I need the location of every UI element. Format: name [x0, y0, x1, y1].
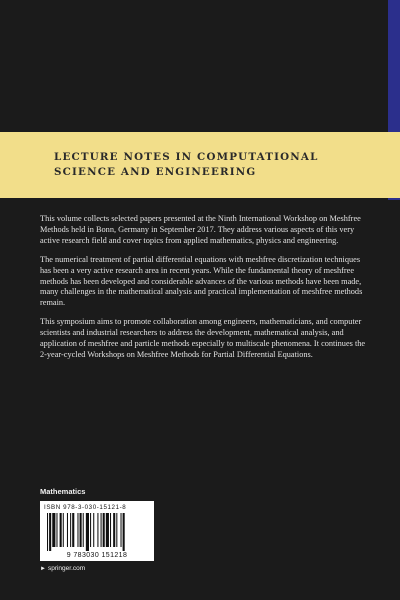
series-band [0, 132, 400, 198]
publisher-website[interactable] [40, 565, 85, 572]
arrow-icon: ► [40, 566, 46, 572]
isbn-label: ISBN 978-3-030-15121-8 [44, 504, 127, 511]
subject-category: Mathematics [40, 487, 86, 496]
series-title: LECTURE NOTES IN COMPUTATIONAL SCIENCE AND ENGINEERING [54, 151, 319, 178]
website-label: springer.com [47, 565, 86, 572]
barcode-number: 9 783030 151218 [66, 552, 128, 559]
blurb-paragraph-3: This symposium aims to promote collaboration among engineers, mathematicians, and computer scientists and industrial researchers to address the development, mathematical analysis, and application of meshfree and particle methods especially to multiscale phenomena. It continues the 2-year-cycled Workshops on Meshfree Methods for Partial Differential Equations. [40, 317, 366, 359]
barcode-box [40, 501, 154, 561]
blurb-paragraph-1: This volume collects selected papers presented at the Ninth International Workshop on Meshfree Methods held in Bonn, Germany in September 2017. They address various aspects of this very active research field and cover topics from applied mathematics, physics and engineering. [40, 214, 361, 245]
blurb-paragraph-2: The numerical treatment of partial differential equations with meshfree discretization techniques has been a very active research area in recent years. While the fundamental theory of meshfree methods has been developed and considerable advances of the various methods have been made, many challenges in the mathematical analysis and practical implementation of meshfree methods remain. [40, 254, 363, 308]
blurb [40, 214, 368, 369]
barcode-image [47, 513, 147, 551]
